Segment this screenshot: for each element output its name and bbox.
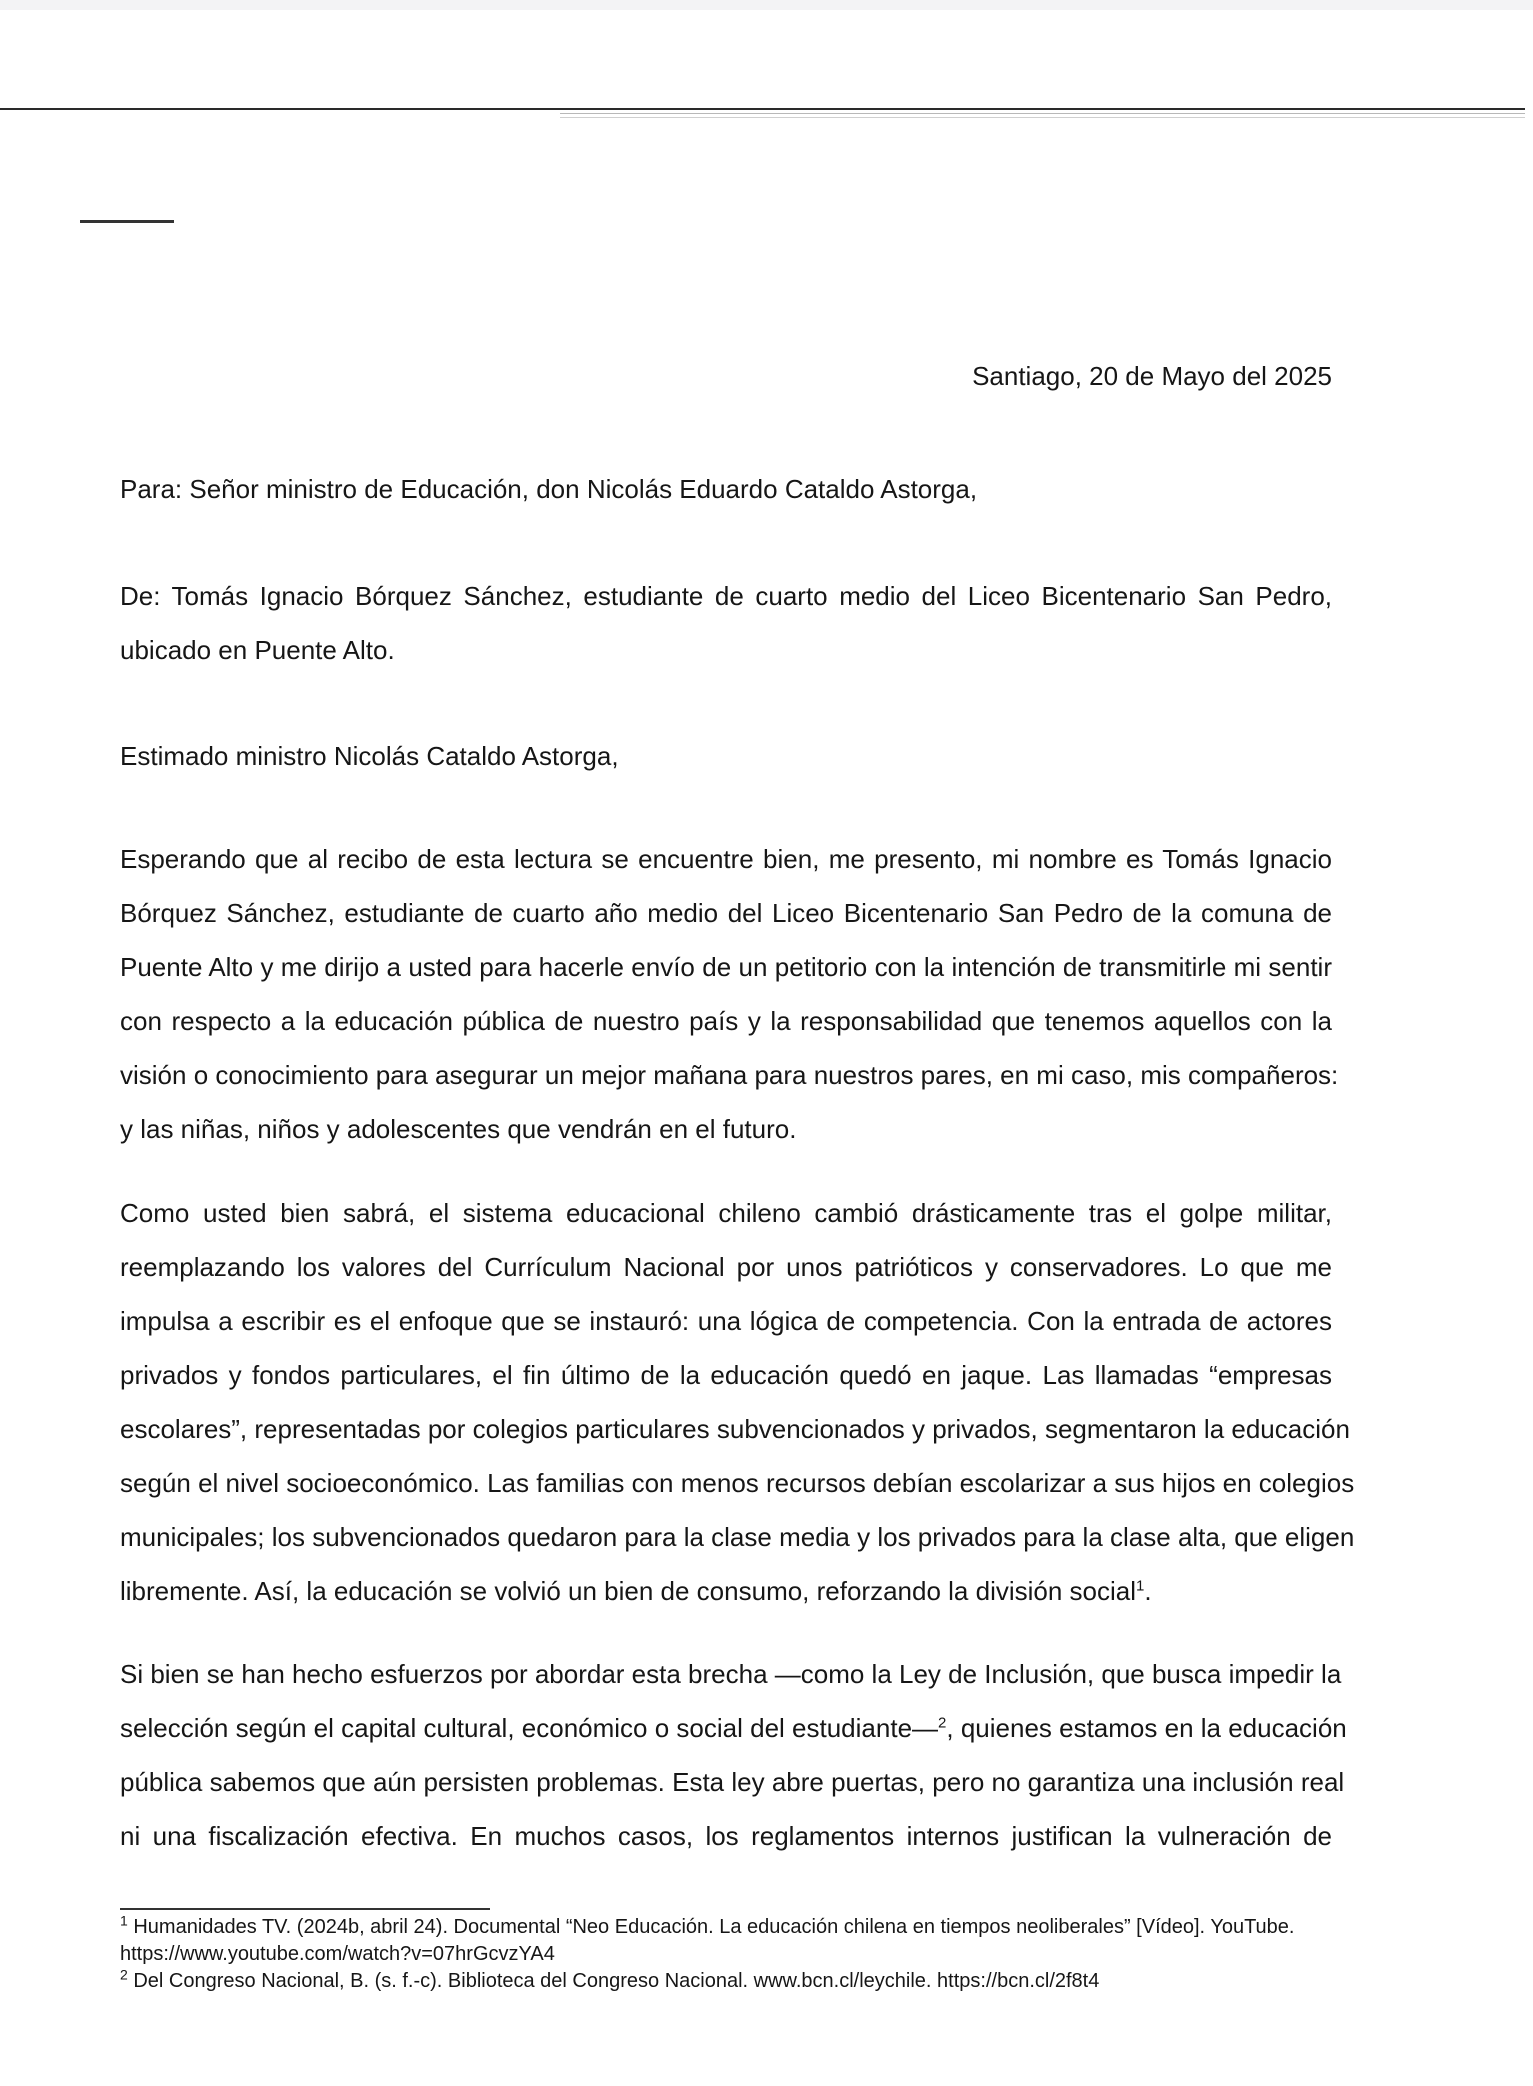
salutation: Estimado ministro Nicolás Cataldo Astorga, — [120, 741, 619, 771]
letter-page — [0, 10, 1533, 2086]
footnotes — [120, 1914, 1370, 1995]
footnote-number: 2 — [120, 1966, 128, 1983]
paragraph-2-line: municipales; los subvencionados quedaron para la clase media y los privados para la clase alta, que eligen — [120, 1522, 1355, 1552]
paragraph-2-last-line: libremente. Así, la educación se volvió un bien de consumo, reforzando la división social$^1$. — [120, 1576, 1152, 1606]
recipient-line: Para: Señor ministro de Educación, don Nicolás Eduardo Cataldo Astorga, — [120, 474, 978, 504]
footnote-1 — [120, 1914, 1370, 1968]
footnote-divider — [120, 1908, 490, 1910]
footnote-ref-2: 2 — [938, 1714, 947, 1732]
paragraph-1-line: Puente Alto y me dirijo a usted para hacerle envío de un petitorio con la intención de transmitirle mi sentir — [120, 952, 1332, 982]
paragraph-2-line: reemplazando los valores del Currículum Nacional por unos patrióticos y conservadores. Lo que me — [120, 1252, 1332, 1282]
paragraph-2 — [120, 1186, 1355, 1618]
paragraph-3-line-2 — [120, 1701, 1347, 1755]
paragraph-1-line: con respecto a la educación pública de nuestro país y la responsabilidad que tenemos aquellos con la — [120, 1006, 1332, 1036]
footnote-2 — [120, 1968, 1370, 1995]
paragraph-2-line-text: libremente. Así, la educación se volvió un bien de consumo, reforzando la división social — [120, 1576, 1137, 1606]
sender-block — [120, 569, 1332, 677]
sender-line-1: De: Tomás Ignacio Bórquez Sánchez, estudiante de cuarto medio del Liceo Bicentenario San Pedro, — [120, 581, 1332, 611]
footnote-text: Humanidades TV. (2024b, abril 24). Documental “Neo Educación. La educación chilena en tiempos neoliberales” [Vídeo]. YouTube. — [133, 1916, 1295, 1938]
paragraph-3-line: pública sabemos que aún persisten problemas. Esta ley abre puertas, pero no garantiza una inclusión real — [120, 1767, 1345, 1797]
paragraph-2-line: Como usted bien sabrá, el sistema educacional chileno cambió drásticamente tras el golpe militar, — [120, 1198, 1332, 1228]
paragraph-1-line: Esperando que al recibo de esta lectura se encuentre bien, me presento, mi nombre es Tomás Ignacio — [120, 844, 1332, 874]
paragraph-2-line: privados y fondos particulares, el fin último de la educación quedó en jaque. Las llamadas “empresas — [120, 1360, 1332, 1390]
paragraph-2-line: escolares”, representadas por colegios particulares subvencionados y privados, segmentaron la educación — [120, 1414, 1350, 1444]
footnote-ref-1: 1 — [1136, 1577, 1145, 1595]
paragraph-3 — [120, 1647, 1347, 1863]
paragraph-1 — [120, 832, 1339, 1156]
footnote-number: 1 — [120, 1912, 128, 1929]
sender-line-2: ubicado en Puente Alto. — [120, 635, 395, 665]
paragraph-1-line: y las niñas, niños y adolescentes que vendrán en el futuro. — [120, 1114, 797, 1144]
footnote-link: https://www.youtube.com/watch?v=07hrGcvzYA4 — [120, 1943, 555, 1965]
footnote-text: Del Congreso Nacional, B. (s. f.-c). Biblioteca del Congreso Nacional. www.bcn.cl/leychile. https://bcn.cl/2f8t4 — [133, 1970, 1100, 1992]
paragraph-2-line: según el nivel socioeconómico. Las familias con menos recursos debían escolarizar a sus hijos en colegios — [120, 1468, 1355, 1498]
paragraph-1-line: Bórquez Sánchez, estudiante de cuarto año medio del Liceo Bicentenario San Pedro de la comuna de — [120, 898, 1332, 928]
paragraph-2-line: impulsa a escribir es el enfoque que se instauró: una lógica de competencia. Con la entrada de actores — [120, 1306, 1332, 1336]
paragraph-3-line: Si bien se han hecho esfuerzos por abordar esta brecha —como la Ley de Inclusión, que busca impedir la — [120, 1659, 1342, 1689]
header-rule — [0, 108, 1533, 120]
paragraph-3-line: ni una fiscalización efectiva. En muchos casos, los reglamentos internos justifican la vulneración de — [120, 1821, 1332, 1851]
header-dash — [80, 220, 174, 223]
paragraph-1-line: visión o conocimiento para asegurar un mejor mañana para nuestros pares, en mi caso, mis compañeros: — [120, 1060, 1339, 1090]
paragraph-3-line-tail: , quienes estamos en la educación — [946, 1713, 1347, 1743]
letter-date: Santiago, 20 de Mayo del 2025 — [972, 361, 1332, 391]
paragraph-3-line-text: selección según el capital cultural, económico o social del estudiante— — [120, 1713, 939, 1743]
